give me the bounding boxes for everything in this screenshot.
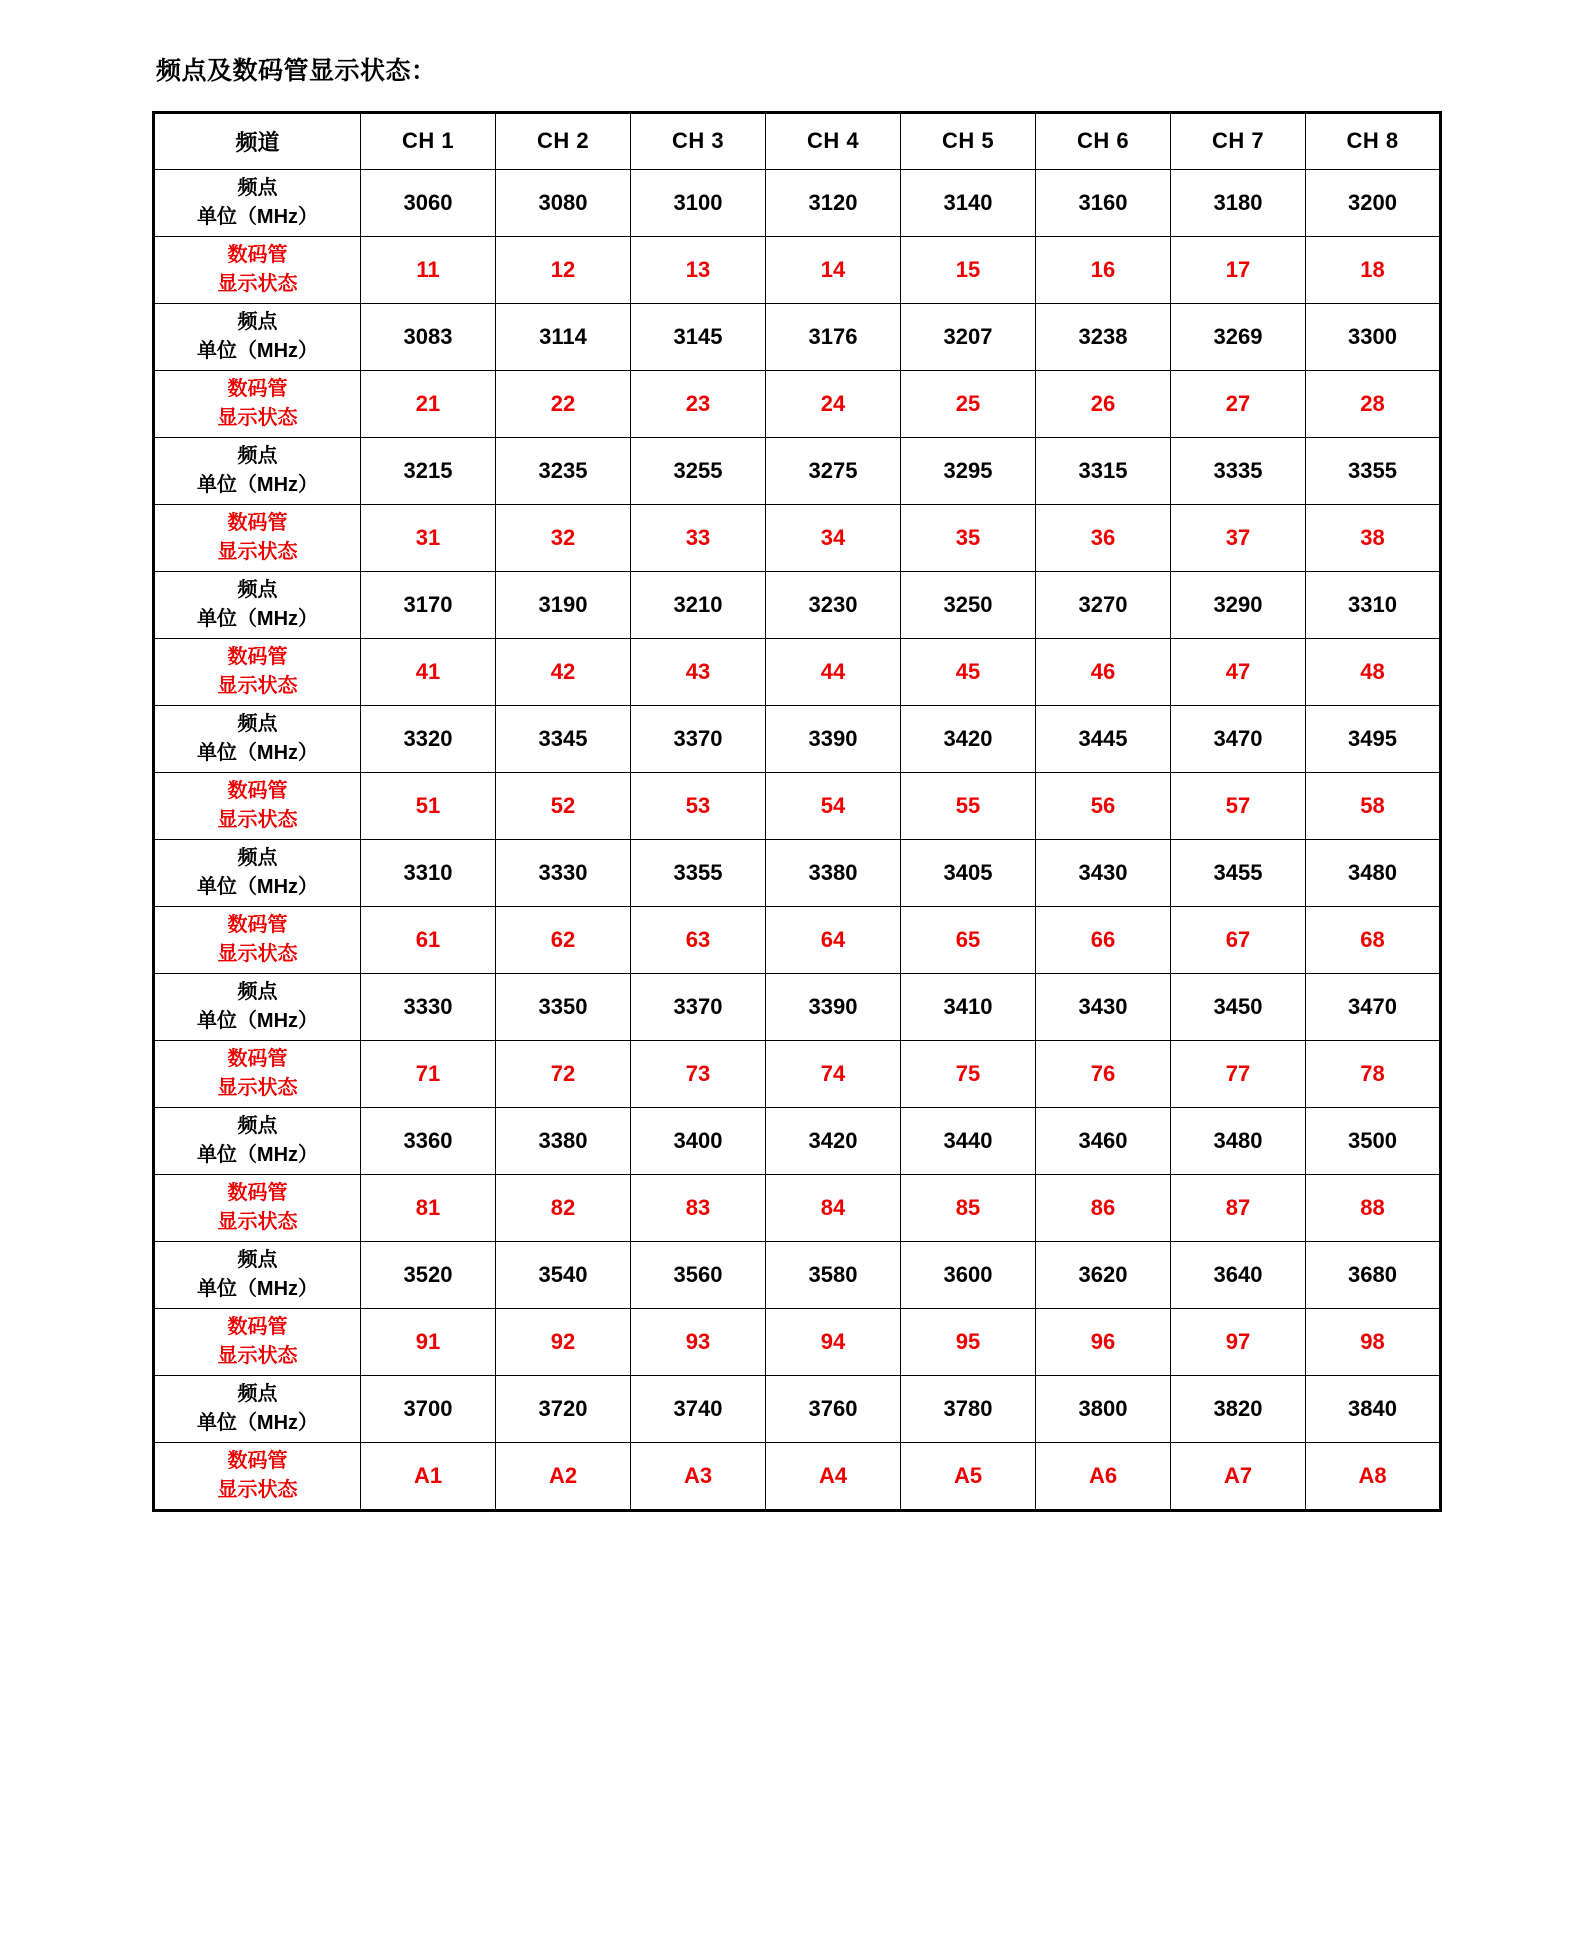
led-state-value: 12 [496,236,631,303]
frequency-row-label-4 [154,571,361,638]
frequency-label-line1: 频点 [237,1248,278,1271]
led-label-line2: 显示状态 [217,674,298,697]
table-body [154,112,1441,1510]
frequency-row-label-6 [154,839,361,906]
led-state-value: 87 [1171,1174,1306,1241]
frequency-label-line2: 单位（MHz） [196,473,319,496]
frequency-value: 3170 [361,571,496,638]
frequency-value: 3420 [766,1107,901,1174]
led-label-line1: 数码管 [227,243,288,266]
frequency-label-line1: 频点 [237,1382,278,1405]
led-label-line1: 数码管 [227,779,288,802]
table-row [154,1241,1441,1308]
frequency-value: 3210 [631,571,766,638]
frequency-value: 3560 [631,1241,766,1308]
frequency-value: 3370 [631,705,766,772]
table-row [154,303,1441,370]
frequency-value: 3430 [1036,839,1171,906]
led-state-value: 68 [1306,906,1441,973]
frequency-value: 3480 [1171,1107,1306,1174]
frequency-label-line1: 频点 [237,310,278,333]
led-row-label-8 [154,1174,361,1241]
table-row [154,772,1441,839]
frequency-value: 3380 [496,1107,631,1174]
led-state-value: 76 [1036,1040,1171,1107]
table-row [154,1308,1441,1375]
frequency-value: 3330 [496,839,631,906]
frequency-value: 3315 [1036,437,1171,504]
frequency-value: 3390 [766,973,901,1040]
header-channel-6: CH 6 [1036,112,1171,169]
led-state-value: 98 [1306,1308,1441,1375]
led-state-value: 71 [361,1040,496,1107]
led-row-label-5 [154,772,361,839]
led-label-line1: 数码管 [227,913,288,936]
frequency-label-line1: 频点 [237,846,278,869]
frequency-value: 3100 [631,169,766,236]
led-state-value: 24 [766,370,901,437]
led-state-value: 74 [766,1040,901,1107]
frequency-label-line2: 单位（MHz） [196,741,319,764]
frequency-value: 3420 [901,705,1036,772]
led-state-value: 53 [631,772,766,839]
led-row-label-9 [154,1308,361,1375]
led-label-line2: 显示状态 [217,942,298,965]
led-state-value: 55 [901,772,1036,839]
led-state-value: 97 [1171,1308,1306,1375]
led-state-value: 64 [766,906,901,973]
frequency-value: 3176 [766,303,901,370]
frequency-value: 3440 [901,1107,1036,1174]
frequency-value: 3295 [901,437,1036,504]
frequency-value: 3580 [766,1241,901,1308]
led-state-value: 46 [1036,638,1171,705]
frequency-value: 3620 [1036,1241,1171,1308]
led-state-value: 43 [631,638,766,705]
frequency-label-line2: 单位（MHz） [196,1143,319,1166]
frequency-value: 3400 [631,1107,766,1174]
led-state-value: 22 [496,370,631,437]
frequency-value: 3495 [1306,705,1441,772]
table-row [154,705,1441,772]
led-state-value: 54 [766,772,901,839]
led-label-line1: 数码管 [227,1449,288,1472]
frequency-value: 3145 [631,303,766,370]
led-state-value: 23 [631,370,766,437]
led-state-value: 88 [1306,1174,1441,1241]
frequency-label-line2: 单位（MHz） [196,875,319,898]
led-row-label-4 [154,638,361,705]
led-row-label-6 [154,906,361,973]
led-state-value: 67 [1171,906,1306,973]
table-row [154,1442,1441,1510]
led-state-value: A2 [496,1442,631,1510]
led-state-value: 33 [631,504,766,571]
led-label-line1: 数码管 [227,511,288,534]
led-state-value: 75 [901,1040,1036,1107]
frequency-value: 3355 [631,839,766,906]
frequency-value: 3080 [496,169,631,236]
frequency-value: 3235 [496,437,631,504]
led-label-line1: 数码管 [227,645,288,668]
led-state-value: 81 [361,1174,496,1241]
frequency-value: 3410 [901,973,1036,1040]
led-state-value: A6 [1036,1442,1171,1510]
frequency-value: 3840 [1306,1375,1441,1442]
frequency-value: 3275 [766,437,901,504]
frequency-value: 3320 [361,705,496,772]
frequency-value: 3600 [901,1241,1036,1308]
frequency-label-line2: 单位（MHz） [196,1277,319,1300]
frequency-value: 3820 [1171,1375,1306,1442]
frequency-value: 3405 [901,839,1036,906]
frequency-value: 3355 [1306,437,1441,504]
led-state-value: A7 [1171,1442,1306,1510]
table-row [154,437,1441,504]
frequency-value: 3230 [766,571,901,638]
header-channel-5: CH 5 [901,112,1036,169]
led-state-value: 28 [1306,370,1441,437]
led-state-value: 31 [361,504,496,571]
frequency-label-line1: 频点 [237,444,278,467]
led-state-value: 95 [901,1308,1036,1375]
frequency-label-line2: 单位（MHz） [196,1411,319,1434]
frequency-value: 3180 [1171,169,1306,236]
led-state-value: 86 [1036,1174,1171,1241]
frequency-value: 3430 [1036,973,1171,1040]
led-state-value: 42 [496,638,631,705]
frequency-value: 3480 [1306,839,1441,906]
table-row [154,906,1441,973]
led-state-value: A5 [901,1442,1036,1510]
frequency-value: 3345 [496,705,631,772]
header-channel-1: CH 1 [361,112,496,169]
led-state-value: 62 [496,906,631,973]
table-row [154,504,1441,571]
led-state-value: 11 [361,236,496,303]
table-row [154,1174,1441,1241]
led-state-value: 36 [1036,504,1171,571]
header-channel-8: CH 8 [1306,112,1441,169]
led-state-value: A8 [1306,1442,1441,1510]
frequency-value: 3114 [496,303,631,370]
led-row-label-7 [154,1040,361,1107]
led-state-value: 85 [901,1174,1036,1241]
led-state-value: 45 [901,638,1036,705]
led-state-value: 51 [361,772,496,839]
led-state-value: 17 [1171,236,1306,303]
frequency-value: 3455 [1171,839,1306,906]
frequency-value: 3160 [1036,169,1171,236]
led-state-value: 93 [631,1308,766,1375]
frequency-value: 3520 [361,1241,496,1308]
table-row [154,1375,1441,1442]
frequency-row-label-7 [154,973,361,1040]
led-state-value: A4 [766,1442,901,1510]
frequency-value: 3470 [1306,973,1441,1040]
led-state-value: 14 [766,236,901,303]
led-state-value: 63 [631,906,766,973]
table-row [154,169,1441,236]
page-title: 频点及数码管显示状态： [156,58,437,85]
led-state-value: 41 [361,638,496,705]
led-state-value: 48 [1306,638,1441,705]
led-label-line2: 显示状态 [217,1076,298,1099]
frequency-value: 3200 [1306,169,1441,236]
frequency-value: 3780 [901,1375,1036,1442]
led-state-value: 44 [766,638,901,705]
table-header-row [154,112,1441,169]
frequency-value: 3640 [1171,1241,1306,1308]
led-state-value: 72 [496,1040,631,1107]
frequency-value: 3680 [1306,1241,1441,1308]
led-state-value: 18 [1306,236,1441,303]
frequency-value: 3500 [1306,1107,1441,1174]
header-channel-4: CH 4 [766,112,901,169]
frequency-value: 3360 [361,1107,496,1174]
header-channel-2: CH 2 [496,112,631,169]
frequency-label-line1: 频点 [237,980,278,1003]
frequency-value: 3350 [496,973,631,1040]
frequency-value: 3255 [631,437,766,504]
frequency-value: 3269 [1171,303,1306,370]
led-row-label-10 [154,1442,361,1510]
table-row [154,571,1441,638]
header-row-label: 频道 [154,112,361,169]
frequency-value: 3330 [361,973,496,1040]
led-state-value: 37 [1171,504,1306,571]
frequency-value: 3700 [361,1375,496,1442]
led-state-value: 21 [361,370,496,437]
led-label-line1: 数码管 [227,1315,288,1338]
header-channel-3: CH 3 [631,112,766,169]
frequency-value: 3310 [361,839,496,906]
led-label-line2: 显示状态 [217,1344,298,1367]
frequency-value: 3207 [901,303,1036,370]
led-label-line2: 显示状态 [217,272,298,295]
frequency-value: 3215 [361,437,496,504]
led-state-value: 65 [901,906,1036,973]
frequency-value: 3540 [496,1241,631,1308]
frequency-label-line2: 单位（MHz） [196,205,319,228]
led-state-value: 61 [361,906,496,973]
frequency-row-label-5 [154,705,361,772]
led-state-value: 66 [1036,906,1171,973]
frequency-led-table [152,111,1442,1512]
table-row [154,839,1441,906]
table-row [154,638,1441,705]
led-label-line1: 数码管 [227,377,288,400]
frequency-value: 3370 [631,973,766,1040]
led-state-value: 13 [631,236,766,303]
frequency-label-line1: 频点 [237,176,278,199]
table-row [154,370,1441,437]
led-state-value: 52 [496,772,631,839]
led-state-value: 73 [631,1040,766,1107]
frequency-label-line1: 频点 [237,712,278,735]
led-state-value: 38 [1306,504,1441,571]
header-channel-7: CH 7 [1171,112,1306,169]
led-state-value: 57 [1171,772,1306,839]
frequency-label-line2: 单位（MHz） [196,339,319,362]
table-row [154,1107,1441,1174]
table-row [154,1040,1441,1107]
frequency-value: 3445 [1036,705,1171,772]
led-state-value: 83 [631,1174,766,1241]
led-state-value: 32 [496,504,631,571]
frequency-value: 3720 [496,1375,631,1442]
frequency-value: 3760 [766,1375,901,1442]
frequency-value: 3310 [1306,571,1441,638]
frequency-row-label-8 [154,1107,361,1174]
frequency-value: 3335 [1171,437,1306,504]
led-state-value: 96 [1036,1308,1171,1375]
led-state-value: 94 [766,1308,901,1375]
led-state-value: 15 [901,236,1036,303]
frequency-row-label-1 [154,169,361,236]
led-label-line2: 显示状态 [217,1478,298,1501]
led-state-value: A3 [631,1442,766,1510]
led-state-value: 78 [1306,1040,1441,1107]
led-state-value: 91 [361,1308,496,1375]
led-label-line1: 数码管 [227,1181,288,1204]
led-state-value: 16 [1036,236,1171,303]
led-state-value: 56 [1036,772,1171,839]
frequency-value: 3300 [1306,303,1441,370]
led-label-line2: 显示状态 [217,540,298,563]
table-row [154,236,1441,303]
led-state-value: 82 [496,1174,631,1241]
frequency-label-line1: 频点 [237,578,278,601]
led-row-label-3 [154,504,361,571]
led-label-line1: 数码管 [227,1047,288,1070]
led-state-value: 77 [1171,1040,1306,1107]
frequency-value: 3270 [1036,571,1171,638]
frequency-row-label-9 [154,1241,361,1308]
led-label-line2: 显示状态 [217,1210,298,1233]
frequency-value: 3083 [361,303,496,370]
frequency-label-line1: 频点 [237,1114,278,1137]
frequency-label-line2: 单位（MHz） [196,607,319,630]
table-row [154,973,1441,1040]
led-state-value: A1 [361,1442,496,1510]
led-state-value: 84 [766,1174,901,1241]
frequency-value: 3390 [766,705,901,772]
led-state-value: 25 [901,370,1036,437]
frequency-value: 3120 [766,169,901,236]
led-state-value: 27 [1171,370,1306,437]
frequency-value: 3238 [1036,303,1171,370]
led-label-line2: 显示状态 [217,406,298,429]
frequency-value: 3460 [1036,1107,1171,1174]
frequency-value: 3250 [901,571,1036,638]
frequency-value: 3380 [766,839,901,906]
led-state-value: 58 [1306,772,1441,839]
frequency-value: 3800 [1036,1375,1171,1442]
frequency-value: 3140 [901,169,1036,236]
led-row-label-2 [154,370,361,437]
frequency-value: 3060 [361,169,496,236]
led-state-value: 35 [901,504,1036,571]
led-state-value: 92 [496,1308,631,1375]
led-row-label-1 [154,236,361,303]
frequency-label-line2: 单位（MHz） [196,1009,319,1032]
frequency-value: 3190 [496,571,631,638]
frequency-row-label-3 [154,437,361,504]
frequency-row-label-10 [154,1375,361,1442]
led-label-line2: 显示状态 [217,808,298,831]
led-state-value: 26 [1036,370,1171,437]
frequency-value: 3740 [631,1375,766,1442]
led-state-value: 47 [1171,638,1306,705]
frequency-value: 3290 [1171,571,1306,638]
frequency-row-label-2 [154,303,361,370]
frequency-value: 3450 [1171,973,1306,1040]
frequency-value: 3470 [1171,705,1306,772]
led-state-value: 34 [766,504,901,571]
